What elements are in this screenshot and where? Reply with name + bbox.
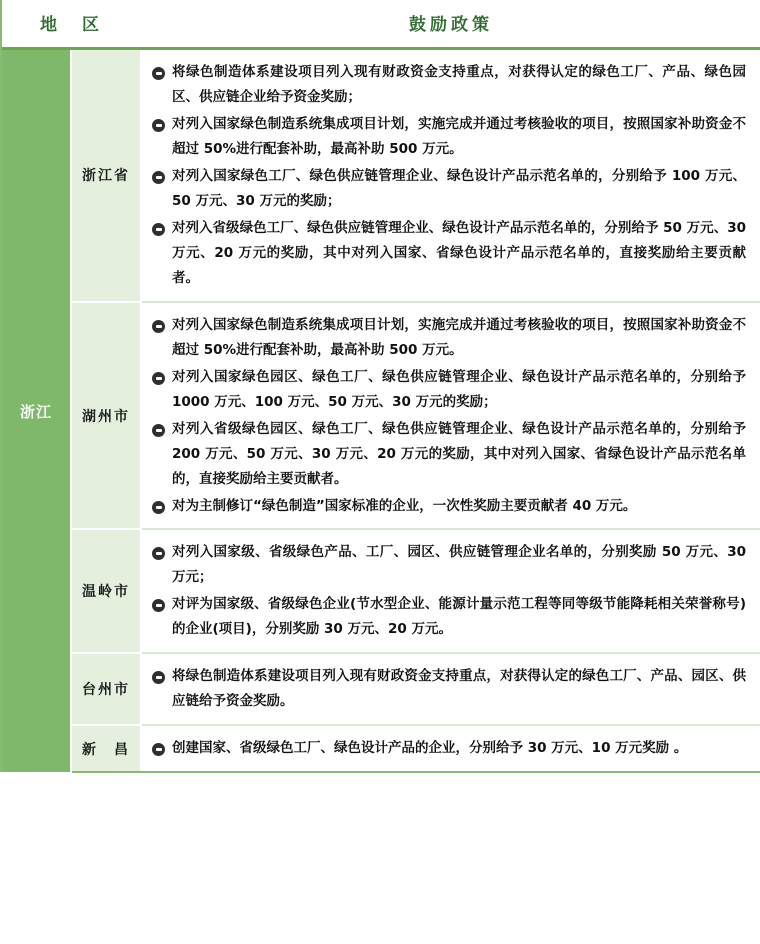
city-cell: 台州市	[71, 653, 141, 725]
list-item: 对列入省级绿色园区、绿色工厂、绿色供应链管理企业、绿色设计产品示范名单的，分别给予 200 万元、50 万元、30 万元、20 万元的奖励，其中对列入国家、省绿色设计产品示范名单的，直接奖励给主要贡献者。	[152, 417, 746, 492]
bullet-icon	[152, 547, 165, 560]
table-row	[1, 653, 760, 725]
table-body	[1, 50, 760, 772]
table-header	[1, 0, 760, 50]
list-item: 对列入国家绿色工厂、绿色供应链管理企业、绿色设计产品示范名单的，分别给予 100 万元、50 万元、30 万元的奖励；	[152, 164, 746, 214]
bullet-icon	[152, 743, 165, 756]
bullet-icon	[152, 223, 165, 236]
table-row	[1, 50, 760, 302]
list-item: 对为主制修订“绿色制造”国家标准的企业，一次性奖励主要贡献者 40 万元。	[152, 494, 746, 519]
city-cell: 湖州市	[71, 302, 141, 530]
bullet-icon	[152, 119, 165, 132]
list-item: 将绿色制造体系建设项目列入现有财政资金支持重点，对获得认定的绿色工厂、产品、园区、供应链给予资金奖励。	[152, 664, 746, 714]
policy-cell	[141, 302, 760, 530]
table-row	[1, 529, 760, 653]
policy-cell	[141, 50, 760, 302]
bullet-icon	[152, 67, 165, 80]
bullet-icon	[152, 501, 165, 514]
city-cell: 温岭市	[71, 529, 141, 653]
header-region: 地 区	[1, 0, 141, 47]
policy-cell	[141, 725, 760, 772]
list-item: 对列入国家绿色制造系统集成项目计划，实施完成并通过考核验收的项目，按照国家补助资金不超过 50%进行配套补助，最高补助 500 万元。	[152, 313, 746, 363]
bullet-icon	[152, 671, 165, 684]
list-item: 创建国家、省级绿色工厂、绿色设计产品的企业，分别给予 30 万元、10 万元奖励 。	[152, 736, 746, 761]
list-item: 对列入国家级、省级绿色产品、工厂、园区、供应链管理企业名单的，分别奖励 50 万元、30 万元；	[152, 540, 746, 590]
header-row	[1, 0, 760, 47]
list-item: 对评为国家级、省级绿色企业(节水型企业、能源计量示范工程等同等级节能降耗相关荣誉称号)的企业(项目)，分别奖励 30 万元、20 万元。	[152, 592, 746, 642]
list-item: 对列入国家绿色制造系统集成项目计划，实施完成并通过考核验收的项目，按照国家补助资金不超过 50%进行配套补助，最高补助 500 万元。	[152, 112, 746, 162]
table-row	[1, 302, 760, 530]
bullet-icon	[152, 171, 165, 184]
bullet-icon	[152, 372, 165, 385]
policy-cell	[141, 529, 760, 653]
list-item: 对列入国家绿色园区、绿色工厂、绿色供应链管理企业、绿色设计产品示范名单的，分别给予 1000 万元、100 万元、50 万元、30 万元的奖励；	[152, 365, 746, 415]
list-item: 将绿色制造体系建设项目列入现有财政资金支持重点，对获得认定的绿色工厂、产品、绿色园区、供应链企业给予资金奖励；	[152, 60, 746, 110]
list-item: 对列入省级绿色工厂、绿色供应链管理企业、绿色设计产品示范名单的，分别给予 50 万元、30 万元、20 万元的奖励，其中对列入国家、省绿色设计产品示范名单的，直接奖励给主要贡献者。	[152, 216, 746, 291]
city-cell: 浙江省	[71, 50, 141, 302]
city-cell: 新 昌	[71, 725, 141, 772]
region-cell: 浙江	[1, 50, 71, 772]
bullet-icon	[152, 599, 165, 612]
table-row	[1, 725, 760, 772]
policy-cell	[141, 653, 760, 725]
bullet-icon	[152, 320, 165, 333]
bullet-icon	[152, 424, 165, 437]
header-policy: 鼓励政策	[141, 0, 760, 47]
